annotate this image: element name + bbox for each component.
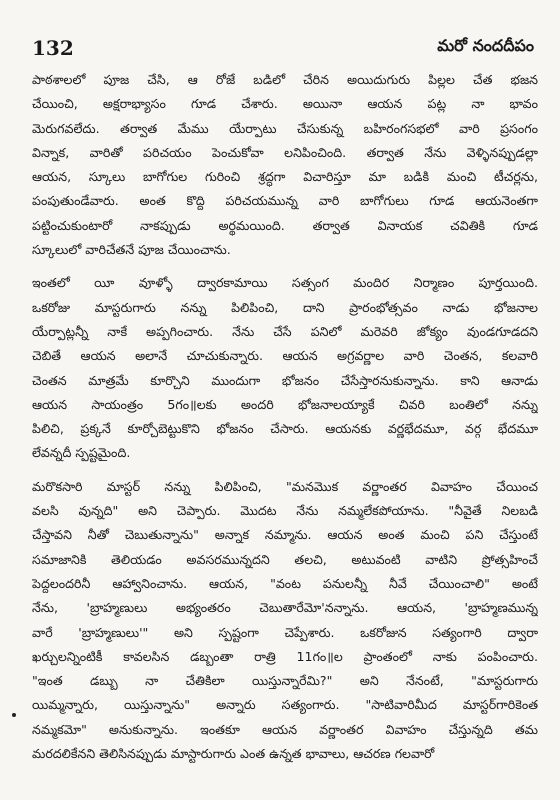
text-line: పట్టించుకుంటారో నాకప్పుడు అర్థమయింది. తర్వాత వినాయక చవితికి గూడ <box>32 217 538 233</box>
text-line: పంపుతుండేవారు. అంత కొద్ది పరిచయమున్న వారి బాగోగులు గూడ ఆయనెంతగా <box>32 193 538 209</box>
text-line: పాఠశాలలో పూజ చేసి, ఆ రోజే బడిలో చేరిన అయిదుగురు పిల్లల చేత భజన <box>32 72 538 87</box>
text-line: నేను, 'బ్రాహ్మణులు అభ్యంతరం చెబుతారేమో'నన్నాను. ఆయన, 'బ్రాహ్మణమున్న <box>32 600 538 616</box>
text-line: చేస్తావని నీతో చెబుతున్నాను" అన్నాక నమ్మాను. ఆయన అంత మంచి పని చేస్తుంటే <box>32 527 538 543</box>
text-line: స్కూలులో వారిచేతనే పూజ చేయించాను. <box>32 242 231 258</box>
page-number: 132 <box>32 36 74 60</box>
text-line: ఆయన, స్కూలు బాగోగుల గురించి శ్రద్ధగా విచారిస్తూ మా బడికి మంచి టీచర్లను, <box>32 169 538 185</box>
text-line: ఆయన సాయంత్రం 5గం॥లకు అందరి భోజనాలయ్యాకే చివరి బంతిలో నన్ను <box>32 396 538 412</box>
text-line: మరొకసారి మాస్టర్ నన్ను పిలిపించి, "మనమొక వర్ణాంతర వివాహం చేయించ <box>32 478 538 494</box>
paragraph <box>32 475 538 767</box>
text-line: "ఇంత డబ్బు నా చేతికిలా యిస్తున్నారేమి?" అని నేనంటే, "మాస్టరుగారు <box>32 673 538 689</box>
text-line: మరదలికేనని తెలిసినప్పుడు మాస్టారుగారు ఎంత ఉన్నత భావాలు, ఆచరణ గలవారో <box>32 746 435 762</box>
page-header <box>32 36 534 66</box>
paragraph <box>32 68 538 262</box>
text-line: ఖర్చులన్నింటికీ కావలసిన డబ్బంతా రాత్రి 11గం॥ల ప్రాంతంలో నాకు పంపించారు. <box>32 648 538 664</box>
paragraph <box>32 271 538 465</box>
running-title: మరో నందదీపం <box>437 36 534 55</box>
text-line: చెంతన మాత్రమే కూర్చొని ముందుగా భోజనం చేసేస్తారనుకున్నాను. కాని ఆనాడు <box>32 372 538 388</box>
text-line: నమ్మకమో" అనుకున్నాను. ఇంతకూ ఆయన వర్ణాంతర వివాహం చేస్తున్నది తమ <box>32 721 538 737</box>
text-line: లేవన్నదీ స్పష్టమైంది. <box>32 445 131 461</box>
text-line: యిమ్మన్నారు, యిస్తున్నాను" అన్నారు సత్యంగారు. "సాటివారిమీద మాస్టర్‌గారికెంత <box>32 697 538 713</box>
text-line: మెరుగవలేదు. తర్వాత మేము యేర్పాటు చేసుకున్న బహిరంగసభలో వారి ప్రసంగం <box>32 120 538 136</box>
text-line: విన్నాక, వారితో పరిచయం పెంచుకోవా లనిపించింది. తర్వాత నేను వెళ్ళినప్పుడల్లా <box>32 144 538 160</box>
text-line: వలసి వున్నది" అని చెప్పారు. మొదట నేను నమ్మలేకపోయాను. "నీవైతే నిలబడి <box>32 503 538 519</box>
text-line: ఒకరోజు మాస్టరుగారు నన్ను పిలిపించి, దాని ప్రారంభోత్సవం నాడు భోజనాల <box>32 299 538 315</box>
text-line: వారే 'బ్రాహ్మణులు'" అని స్పష్టంగా చెప్పేశారు. ఒకరోజున సత్యంగారి ద్వారా <box>32 624 538 640</box>
text-line: చెబితే ఆయన అలానే చూచుకున్నారు. ఆయన అగ్రవర్ణాల వారి చెంతన, కలవారి <box>32 348 538 364</box>
text-line: పెద్దలందరినీ ఆహ్వానించాను. ఆయన, "వంట పనులన్నీ నీవే చేయించాలి" అంటే <box>32 575 538 591</box>
text-line: చేయించి, అక్షరాభ్యాసం గూడ చేశారు. అయినా ఆయన పట్ల నా భావం <box>32 96 538 112</box>
margin-dot-mark <box>12 713 16 717</box>
text-line: యేర్పాట్లన్నీ నాకే అప్పగించారు. నేను చేసే పనిలో మరెవరి జోక్యం వుండగూడదని <box>32 323 538 339</box>
text-line: సమాజానికి తెలియడం అవసరమున్నదని తలచి, అటువంటి వాటిని ప్రోత్సహించే <box>32 551 538 567</box>
body-text <box>32 68 538 775</box>
text-line: ఇంతలో యీ వూళ్ళో ద్వారకామాయి సత్సంగ మందిర నిర్మాణం పూర్తయింది. <box>32 275 538 291</box>
text-line: పిలిచి, ప్రక్కనే కూర్చోబెట్టుకొని భోజనం చేసారు. ఆయనకు వర్ణభేదమూ, వర్గ భేదమూ <box>32 421 538 437</box>
